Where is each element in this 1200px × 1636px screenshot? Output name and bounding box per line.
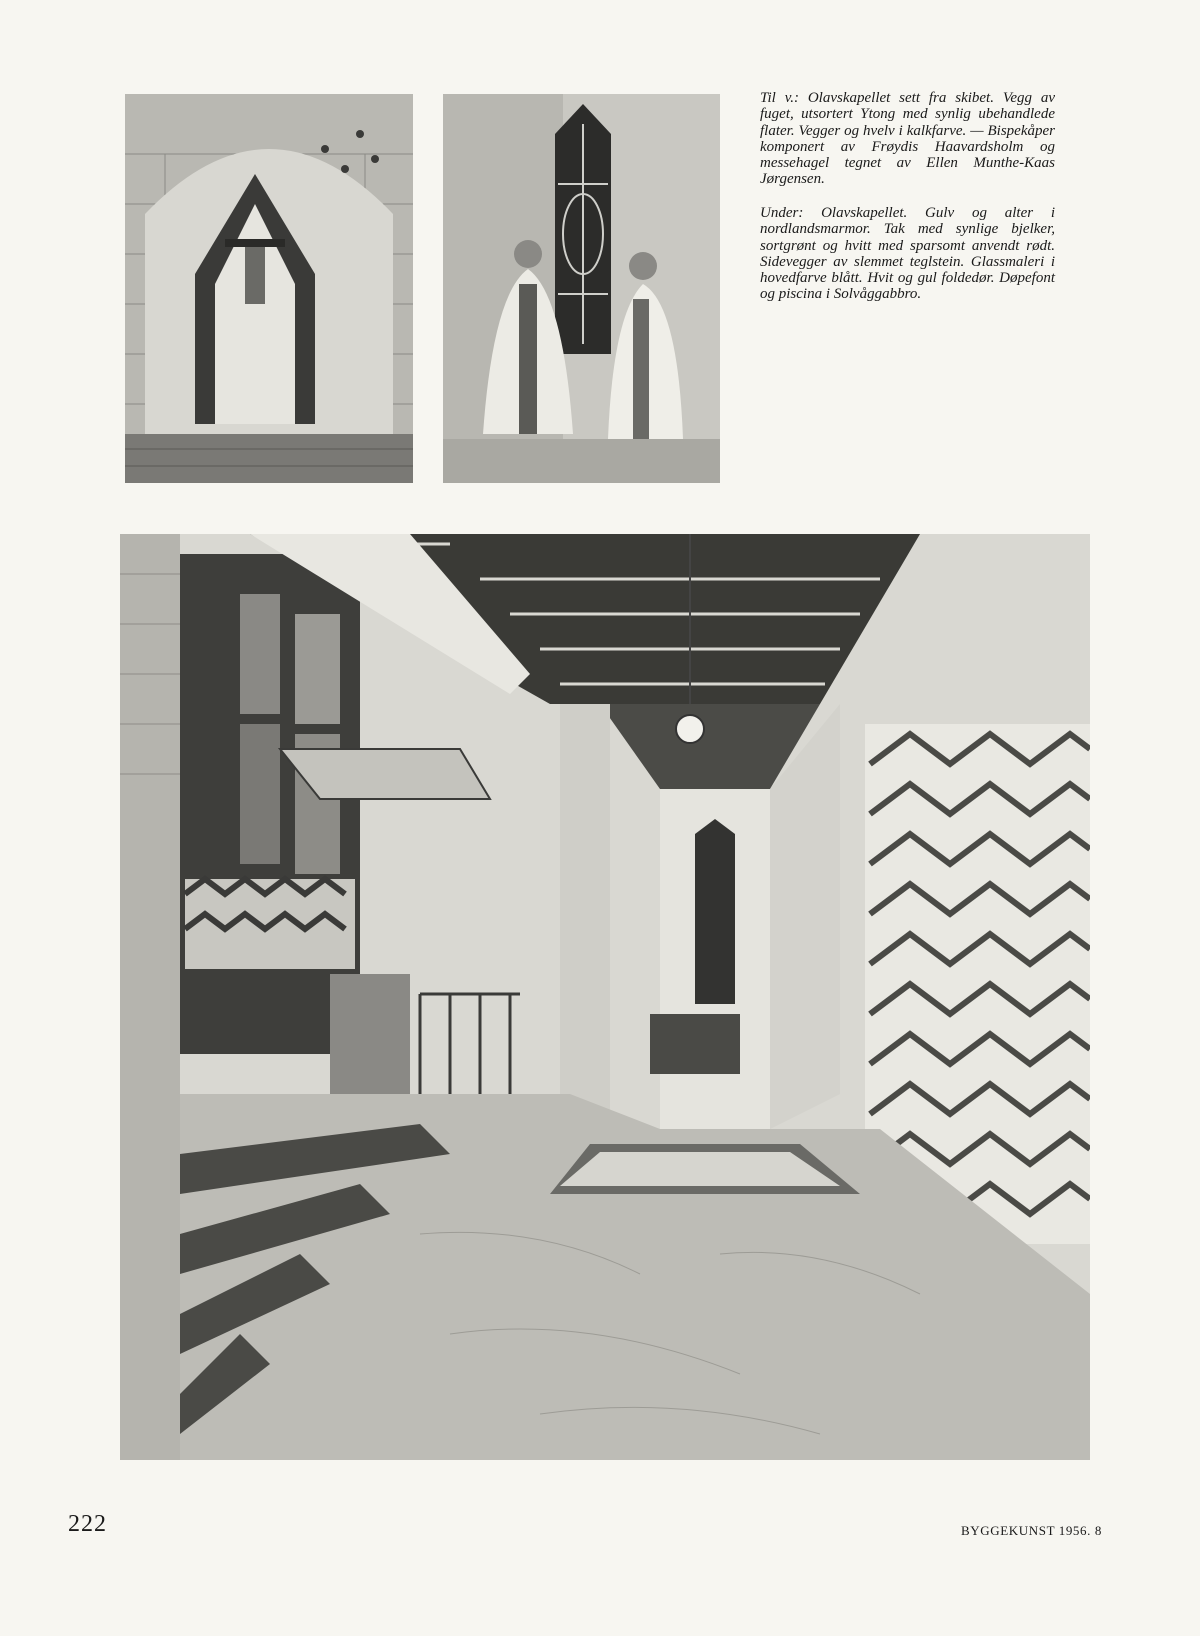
page-number: 222 [68,1511,107,1537]
caption-bottom: Under: Olavskapellet. Gulv og alter i nordlandsmarmor. Tak med synlige bjelker, sortgrønt og hvitt med sparsomt anvendt rødt. Sidevegger av slemmet teglstein. Glassmaleri i hovedfarve blått. Hvit og gul foldedør. Døpefont og piscina i Solvåggabbro. [760,205,1055,303]
chapel-arch-photo [125,94,413,483]
bishops-photo [443,94,720,483]
caption-top: Til v.: Olavskapellet sett fra skibet. Vegg av fuget, utsortert Ytong med synlig ubehandlede flater. Vegger og hvelv i kalkfarve. — Bispekåper komponert av Frøydis Haavardsholm og messehagel tegnet av Ellen Munthe-Kaas Jørgensen. [760,90,1055,188]
chapel-interior-photo [120,534,1090,1460]
journal-footer: BYGGEKUNST 1956. 8 [961,1523,1102,1538]
